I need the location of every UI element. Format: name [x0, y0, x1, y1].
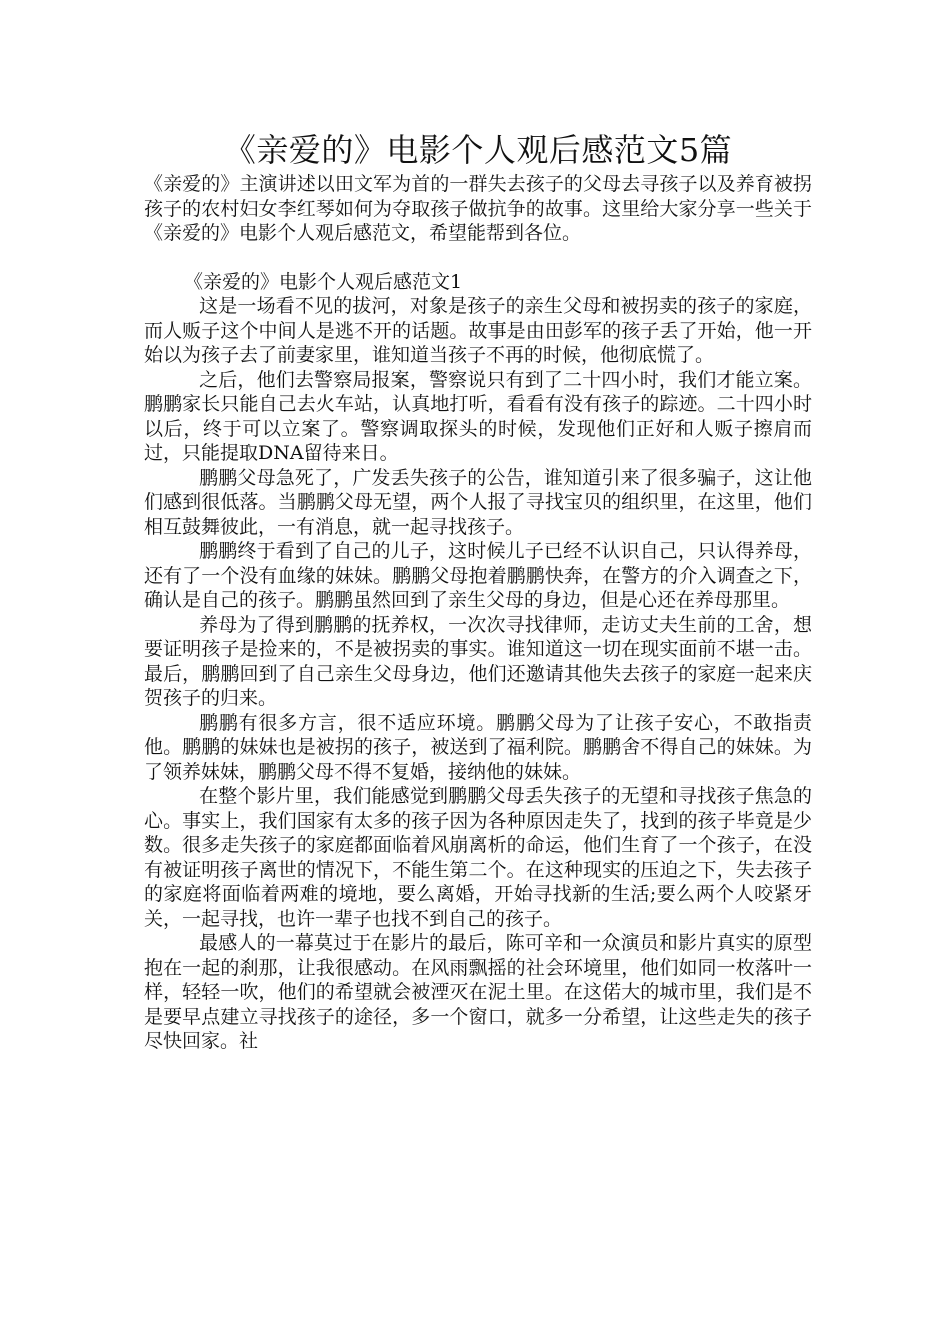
body-paragraph-4: 鹏鹏终于看到了自己的儿子，这时候儿子已经不认识自己，只认得养母，还有了一个没有血缘的妹妹。鹏鹏父母抱着鹏鹏快奔，在警方的介入调查之下，确认是自己的孩子。鹏鹏虽然回到了亲生父母的身边，但是心还在养母那里。 [144, 540, 812, 611]
body-paragraph-2: 之后，他们去警察局报案，警察说只有到了二十四小时，我们才能立案。鹏鹏家长只能自己去火车站，认真地打听，看看有没有孩子的踪迹。二十四小时以后，终于可以立案了。警察调取探头的时候，发现他们正好和人贩子擦肩而过，只能提取DNA留待来日。 [144, 368, 812, 464]
body-paragraph-3: 鹏鹏父母急死了，广发丢失孩子的公告，谁知道引来了很多骗子，这让他们感到很低落。当鹏鹏父母无望，两个人报了寻找宝贝的组织里，在这里，他们相互鼓舞彼此，一有消息，就一起寻找孩子。 [144, 466, 812, 538]
body-paragraph-7: 在整个影片里，我们能感觉到鹏鹏父母丢失孩子的无望和寻找孩子焦急的心。事实上，我们国家有太多的孩子因为各种原因走失了，找到的孩子毕竟是少数。很多走失孩子的家庭都面临着风崩离析的命运，他们生育了一个孩子，在没有被证明孩子离世的情况下，不能生第二个。在这种现实的压迫之下，失去孩子的家庭将面临着两难的境地，要么离婚，开始寻找新的生活;要么两个人咬紧牙关，一起寻找，也许一辈子也找不到自己的孩子。 [144, 785, 812, 930]
body-paragraph-6: 鹏鹏有很多方言，很不适应环境。鹏鹏父母为了让孩子安心，不敢指责他。鹏鹏的妹妹也是被拐的孩子，被送到了福利院。鹏鹏舍不得自己的妹妹。为了领养妹妹，鹏鹏父母不得不复婚，接纳他的妹妹。 [144, 711, 812, 783]
intro-paragraph: 《亲爱的》主演讲述以田文军为首的一群失去孩子的父母去寻孩子以及养育被拐孩子的农村妇女李红琴如何为夺取孩子做抗争的故事。这里给大家分享一些关于《亲爱的》电影个人观后感范文，希望能帮到各位。 [144, 173, 812, 244]
section-title: 《亲爱的》电影个人观后感范文1 [184, 270, 463, 293]
document-title: 《亲爱的》电影个人观后感范文5篇 [223, 131, 733, 169]
document-page [144, 128, 812, 1054]
body-paragraph-8: 最感人的一幕莫过于在影片的最后，陈可辛和一众演员和影片真实的原型抱在一起的刹那，让我很感动。在风雨飘摇的社会环境里，他们如同一枚落叶一样，轻轻一吹，他们的希望就会被湮灭在泥土里。在这偌大的城市里，我们是不是要早点建立寻找孩子的途径，多一个窗口，就多一分希望，让这些走失的孩子尽快回家。社 [144, 932, 812, 1052]
body-paragraph-1: 这是一场看不见的拔河，对象是孩子的亲生父母和被拐卖的孩子的家庭，而人贩子这个中间人是逃不开的话题。故事是由田彭军的孩子丢了开始，他一开始以为孩子去了前妻家里，谁知道当孩子不再的时候，他彻底慌了。 [144, 295, 812, 366]
body-paragraph-5: 养母为了得到鹏鹏的抚养权，一次次寻找律师，走访丈夫生前的工舍，想要证明孩子是捡来的，不是被拐卖的事实。谁知道这一切在现实面前不堪一击。最后，鹏鹏回到了自己亲生父母身边，他们还邀请其他失去孩子的家庭一起来庆贺孩子的归来。 [144, 613, 812, 709]
